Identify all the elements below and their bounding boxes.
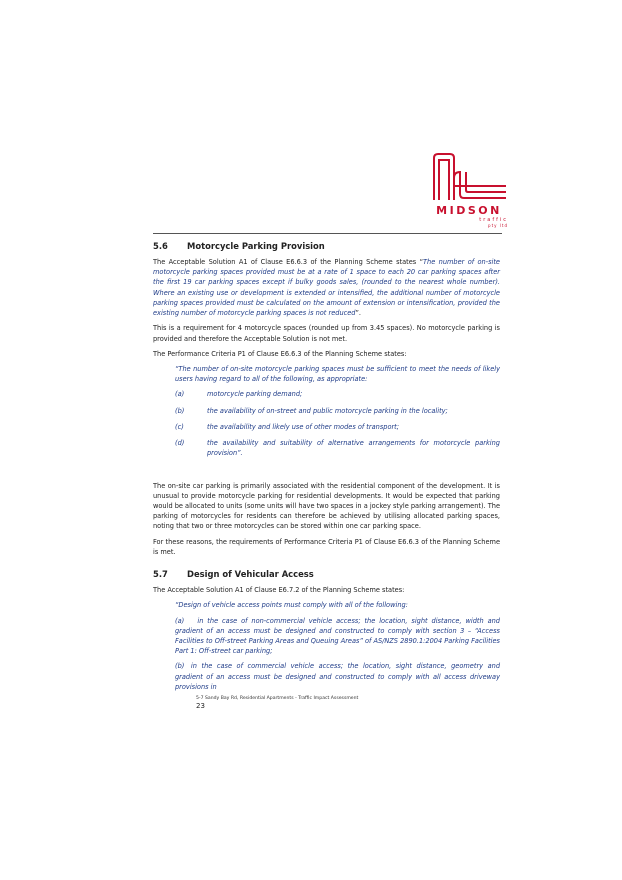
item-label: (c) (175, 422, 184, 431)
item-text: the availability of on-street and public motorcycle parking in the locality; (207, 406, 448, 415)
section-number: 5.7 (153, 569, 168, 580)
list-item (175, 422, 500, 432)
paragraph (153, 257, 500, 318)
paragraph-lead: The Acceptable Solution A1 of Clause E6.6.3 of the Planning Scheme states “ (153, 258, 424, 267)
logo-tiny: pty ltd (488, 223, 508, 228)
paragraph: The Performance Criteria P1 of Clause E6.6.3 of the Planning Scheme states: (153, 349, 407, 358)
quote-item-a: (a) in the case of non-commercial vehicle access; the location, sight distance, width and gradient of an access must be designed and constructed to comply with section 3 – “Access Facilities to Off-street Parking Areas and Queuing Areas” of AS/NZS 2890.1:2004 Parking Facilities Part 1: Off-street car parking; (175, 616, 500, 656)
section-heading-5-6 (153, 240, 500, 253)
logo-subtitle: traffic (479, 217, 508, 223)
paragraph: For these reasons, the requirements of Performance Criteria P1 of Clause E6.6.3 of the Planning Scheme is met. (153, 537, 500, 556)
quoted-text: The number of on-site motorcycle parking spaces provided must be at a rate of 1 space to each 20 car parking spaces after the first 19 car parking spaces except if bulky goods sales, (rounded to the nearest whole number). Where an existing use or development is extended or intensified, the additional number of motorcycle parking spaces provided must be calculated on the amount of extension or intensification, provided the existing number of motorcycle parking spaces is not reduced (153, 258, 500, 318)
footer-title: 5-7 Sandy Bay Rd, Residential Apartments - Traffic Impact Assessment (196, 696, 359, 701)
item-text: the availability and likely use of other modes of transport; (207, 422, 399, 431)
item-label: (a) (175, 390, 185, 399)
midson-traffic-logo (430, 150, 508, 228)
item-text: the availability and suitability of alternative arrangements for motorcycle parking provision”. (207, 439, 500, 458)
list-item (175, 438, 500, 458)
logo-name: MIDSON (436, 204, 502, 217)
section-number: 5.6 (153, 241, 168, 251)
header-rule (153, 233, 502, 234)
paragraph: The Acceptable Solution A1 of Clause E6.7.2 of the Planning Scheme states: (153, 586, 405, 595)
page-body (153, 240, 500, 697)
paragraph: The on-site car parking is primarily associated with the residential component of the development. It is unusual to provide motorcycle parking for residential developments. It would be expected that parking would be allocated to units (some units will have two spaces in a jockey style parking arrangement). The parking of motorcycles for residents can therefore be achieved by utilising allocated parking spaces, noting that two or three motorcycles can be stored within one car parking space. (153, 481, 500, 531)
item-label: (b) (175, 406, 185, 415)
paragraph-tail: ”. (355, 309, 362, 318)
list-item (175, 406, 500, 416)
quote-intro: “Design of vehicle access points must comply with all of the following: (175, 601, 408, 610)
page-number: 23 (196, 702, 205, 710)
section-title: Motorcycle Parking Provision (187, 241, 325, 251)
quote-item-b: (b) in the case of commercial vehicle access; the location, sight distance, geometry and gradient of an access must be designed and constructed to comply with all access driveway provisions in (175, 662, 500, 691)
logo-mark-icon (430, 150, 508, 202)
paragraph: This is a requirement for 4 motorcycle spaces (rounded up from 3.45 spaces). No motorcycle parking is provided and therefore the Acceptable Solution is not met. (153, 324, 500, 343)
list-item (175, 389, 500, 399)
item-text: motorcycle parking demand; (207, 390, 303, 399)
section-heading-5-7 (153, 568, 500, 581)
quote-intro: “The number of on-site motorcycle parking spaces must be sufficient to meet the needs of likely users having regard to all of the following, as appropriate: (175, 364, 500, 384)
spacer (153, 465, 500, 481)
item-label: (d) (175, 439, 185, 448)
section-title: Design of Vehicular Access (187, 569, 314, 580)
